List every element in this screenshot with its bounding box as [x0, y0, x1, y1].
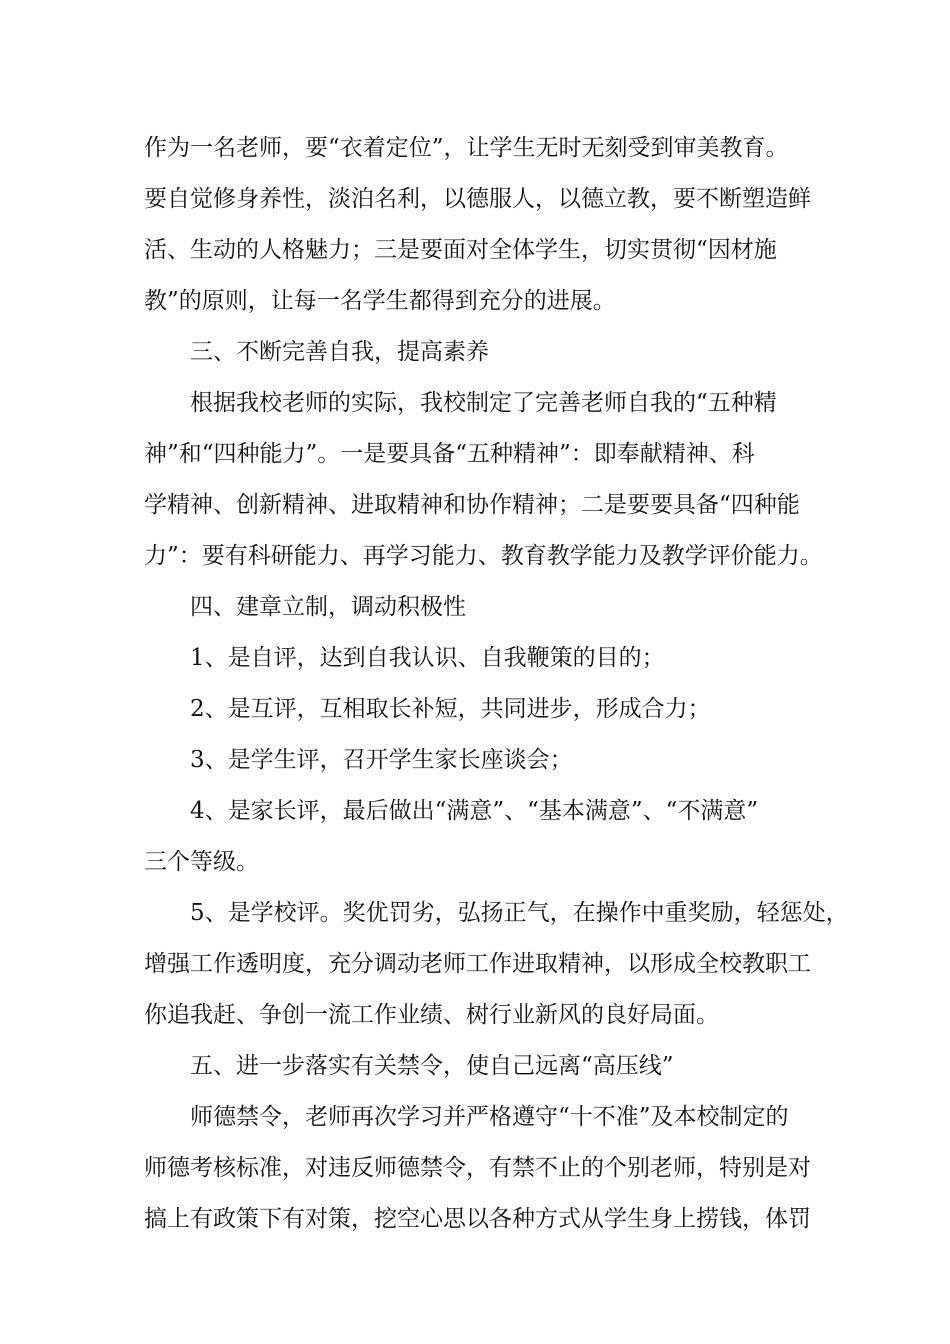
- body-text-line: 要自觉修身养性，淡泊名利，以德服人，以德立教，要不断塑造鲜: [144, 186, 811, 212]
- section-heading-3: 三、不断完善自我，提高素养: [190, 339, 489, 365]
- list-item-4: 4、是家长评，最后做出“满意”、“基本满意”、“不满意”: [190, 798, 759, 824]
- body-text-line: 力”：要有科研能力、再学习能力、教育教学能力及教学评价能力。: [144, 543, 823, 569]
- list-item-3: 3、是学生评，召开学生家长座谈会；: [190, 747, 573, 773]
- body-text-line: 教”的原则，让每一名学生都得到充分的进展。: [144, 288, 616, 314]
- list-item-2: 2、是互评，互相取长补短，共同进步，形成合力；: [190, 696, 711, 722]
- section-heading-4: 四、建章立制，调动积极性: [190, 594, 466, 620]
- section-heading-5: 五、进一步落实有关禁令，使自己远离“高压线”: [190, 1053, 674, 1079]
- body-text-line: 三个等级。: [144, 849, 259, 875]
- body-text-line: 学精神、创新精神、进取精神和协作精神；二是要要具备“四种能: [144, 492, 800, 518]
- body-text-line: 师德考核标准，对违反师德禁令，有禁不止的个别老师，特别是对: [144, 1155, 811, 1181]
- body-text-line: 搞上有政策下有对策，挖空心思以各种方式从学生身上捞钱，体罚: [144, 1206, 811, 1232]
- body-text-line: 活、生动的人格魅力；三是要面对全体学生，切实贯彻“因材施: [144, 237, 777, 263]
- body-text-line: 增强工作透明度，充分调动老师工作进取精神，以形成全校教职工: [144, 951, 811, 977]
- paragraph-start-line: 根据我校老师的实际，我校制定了完善老师自我的“五种精: [190, 390, 777, 416]
- list-item-5: 5、是学校评。奖优罚劣，弘扬正气，在操作中重奖励，轻惩处，: [190, 900, 849, 926]
- body-text-line: 神”和“四种能力”。一是要具备“五种精神”：即奉献精神、科: [144, 441, 755, 467]
- body-text-line: 作为一名老师，要“衣着定位”，让学生无时无刻受到审美教育。: [144, 135, 789, 161]
- list-item-1: 1、是自评，达到自我认识、自我鞭策的目的；: [190, 645, 665, 671]
- paragraph-start-line: 师德禁令，老师再次学习并严格遵守“十不准”及本校制定的: [190, 1104, 789, 1130]
- document-body: [144, 123, 849, 1245]
- body-text-line: 你追我赶、争创一流工作业绩、树行业新风的良好局面。: [144, 1002, 719, 1028]
